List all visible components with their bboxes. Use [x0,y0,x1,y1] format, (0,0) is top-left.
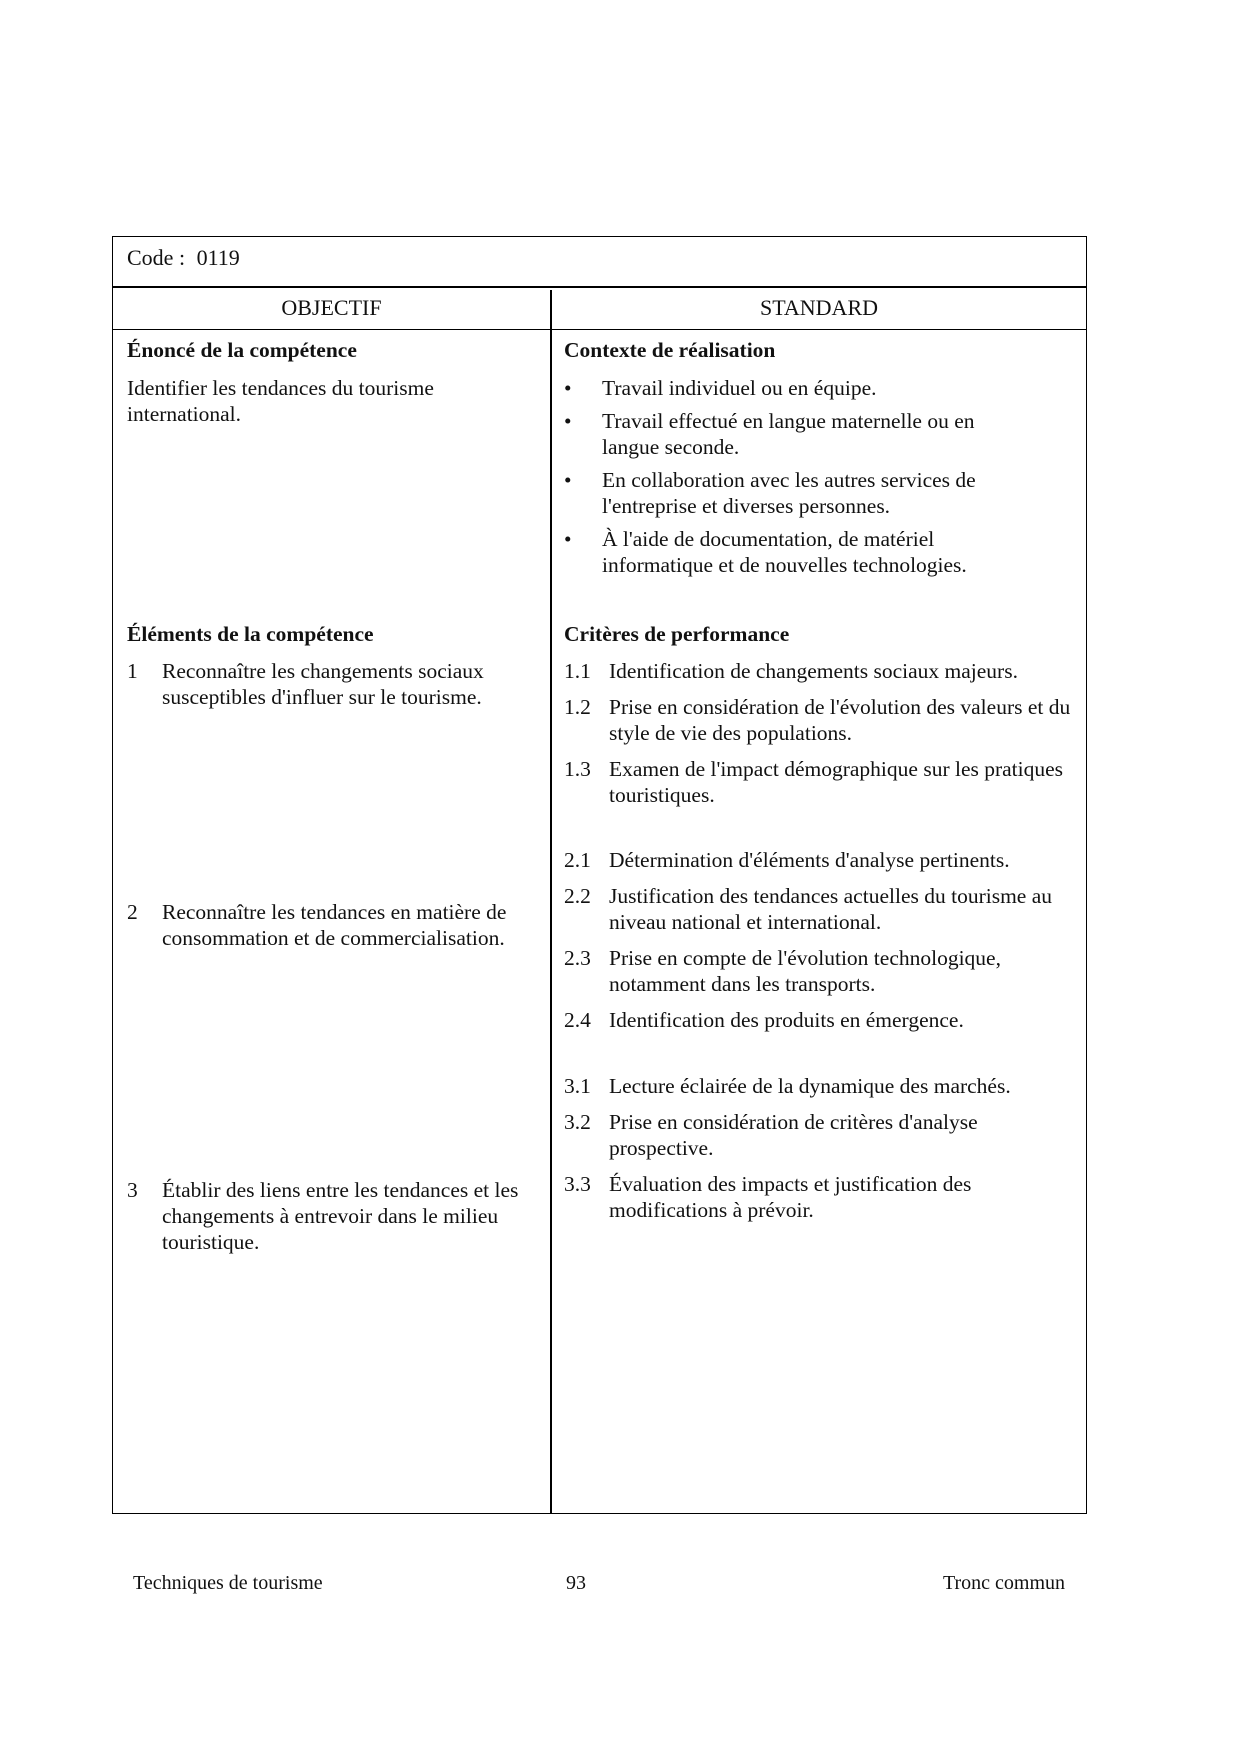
objective-header: OBJECTIF [281,295,382,320]
element-number: 3 [127,1178,138,1202]
list-item: • En collaboration avec les autres services de l'entreprise et diverses personnes. [564,468,976,518]
header-row [113,288,1086,330]
criterion-number: 2.1 [564,848,591,872]
list-item [564,945,1089,997]
list-item [564,694,1084,746]
criterion-text: Évaluation des impacts et justification des modifications à prévoir. [609,1172,972,1222]
criterion-number: 1.1 [564,659,591,683]
list-item [564,756,1079,808]
criterion-number: 3.1 [564,1074,591,1098]
code-row [113,237,1086,288]
criteria-group-2 [564,847,1084,1043]
criterion-number: 3.3 [564,1172,591,1196]
element-text: Reconnaître les tendances en matière de consommation et de commercialisation. [162,900,507,950]
bullet-icon: • [564,468,572,492]
criterion-text: Examen de l'impact démographique sur les pratiques touristiques. [609,757,1064,807]
criterion-number: 3.2 [564,1110,591,1134]
code-value: 0119 [196,245,240,270]
bullet-icon: • [564,527,572,551]
list-item [564,883,1084,935]
list-item: • À l'aide de documentation, de matériel informatique et de nouvelles technologies. [564,527,967,577]
criteria-group-1 [564,658,1084,818]
list-item [564,658,1084,684]
bullet-icon: • [564,376,572,400]
competency-table [112,236,1087,1514]
enonce-title: Énoncé de la compétence [127,338,357,362]
list-item [564,1171,1069,1223]
criterion-text: Prise en considération de critères d'analyse prospective. [609,1110,978,1160]
element-number: 2 [127,900,138,924]
criteria-group-3 [564,1073,1084,1233]
page-number: 93 [566,1572,586,1594]
standard-header: STANDARD [759,295,879,320]
footer-left: Techniques de tourisme [133,1572,323,1594]
criterion-text: Lecture éclairée de la dynamique des marchés. [609,1074,1011,1098]
criterion-text: Justification des tendances actuelles du tourisme au niveau national et international. [609,884,1053,934]
criterion-text: Prise en compte de l'évolution technologique, notamment dans les transports. [609,946,1001,996]
list-item [564,1073,1084,1099]
criterion-text: Détermination d'éléments d'analyse pertinents. [609,848,1010,872]
contexte-section [564,337,1084,585]
enonce-section [127,337,545,427]
element-1 [127,658,545,710]
criterion-number: 2.4 [564,1008,591,1032]
criterion-number: 1.2 [564,695,591,719]
list-item [564,1007,1084,1033]
criterion-number: 2.2 [564,884,591,908]
criterion-number: 1.3 [564,757,591,781]
criterion-text: Identification des produits en émergence. [609,1008,964,1032]
element-text: Établir des liens entre les tendances et les changements à entrevoir dans le milieu touristique. [162,1178,519,1254]
footer-right: Tronc commun [943,1572,1066,1594]
contexte-list [564,375,1084,578]
criterion-text: Identification de changements sociaux majeurs. [609,659,1018,683]
list-item: • Travail effectué en langue maternelle ou en langue seconde. [564,409,975,459]
elements-title: Éléments de la compétence [127,622,374,646]
criterion-number: 2.3 [564,946,591,970]
list-item [564,847,1084,873]
element-number: 1 [127,659,138,683]
enonce-text: Identifier les tendances du tourisme international. [127,376,434,426]
list-item [564,1109,1069,1161]
bullet-icon: • [564,409,572,433]
criteres-title: Critères de performance [564,622,790,646]
element-2 [127,899,552,951]
criterion-text: Prise en considération de l'évolution des valeurs et du style de vie des populations. [609,695,1071,745]
contexte-title: Contexte de réalisation [564,338,776,362]
element-text: Reconnaître les changements sociaux susceptibles d'influer sur le tourisme. [162,659,484,709]
element-3 [127,1177,567,1255]
code-label: Code : [127,245,186,270]
list-item: • Travail individuel ou en équipe. [564,376,877,400]
